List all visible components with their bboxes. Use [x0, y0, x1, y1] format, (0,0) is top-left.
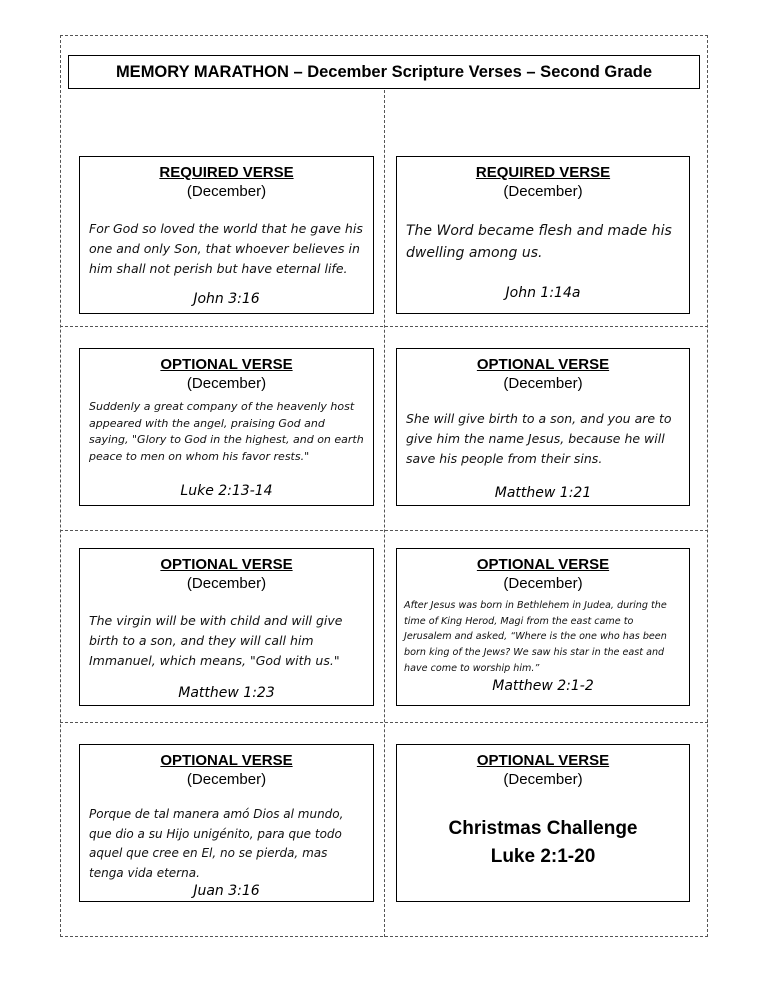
card-verse: Porque de tal manera amó Dios al mundo, que dio a su Hijo unigénito, para que todo aquel que cree en El, no se pierda, mas tenga vida eterna.: [89, 807, 344, 880]
verse-card-john-1-14a: [396, 156, 690, 314]
card-heading: OPTIONAL VERSE: [476, 752, 610, 769]
card-verse: After Jesus was born in Bethlehem in Judea, during the time of King Herod, Magi from the east came to Jerusalem and asked, “Where is the one who has been born king of the Jews? We saw his star in the east and have come to worship him.”: [404, 600, 667, 674]
card-month: (December): [503, 183, 583, 200]
cut-line-horizontal-3: [60, 722, 708, 723]
verse-card-matthew-1-21: [396, 348, 690, 506]
card-month: (December): [186, 575, 267, 592]
challenge-card: [396, 744, 690, 902]
card-month: (December): [503, 771, 583, 788]
challenge-reference: Luke 2:1-20: [490, 846, 596, 867]
card-reference: Juan 3:16: [193, 883, 260, 899]
cut-line-horizontal-1: [60, 326, 708, 327]
verse-card-matthew-2-1-2: [396, 548, 690, 706]
card-heading: REQUIRED VERSE: [475, 164, 611, 181]
verse-card-juan-3-16: [79, 744, 374, 902]
card-reference: Matthew 1:21: [494, 485, 592, 501]
card-month: (December): [186, 375, 267, 392]
card-verse: For God so loved the world that he gave his one and only Son, that whoever believes in him shall not perish but have eternal life.: [89, 221, 363, 276]
page-title: MEMORY MARATHON – December Scripture Verses – Second Grade: [68, 55, 700, 89]
card-month: (December): [503, 375, 583, 392]
card-heading: OPTIONAL VERSE: [476, 356, 610, 373]
card-heading: REQUIRED VERSE: [159, 164, 294, 181]
card-reference: John 1:14a: [505, 285, 581, 301]
card-heading: OPTIONAL VERSE: [160, 356, 293, 373]
cut-line-horizontal-2: [60, 530, 708, 531]
card-heading: OPTIONAL VERSE: [160, 752, 293, 769]
card-month: (December): [186, 771, 267, 788]
card-month: (December): [186, 183, 267, 200]
card-reference: Matthew 1:23: [178, 685, 275, 701]
card-month: (December): [503, 575, 583, 592]
card-reference: Matthew 2:1-2: [492, 678, 594, 694]
card-verse: The virgin will be with child and will give birth to a son, and they will call him Immanuel, which means, "God with us.": [89, 613, 343, 668]
verse-card-matthew-1-23: [79, 548, 374, 706]
card-verse: Suddenly a great company of the heavenly host appeared with the angel, praising God and saying, "Glory to God in the highest, and on earth peace to men on whom his favor rests.": [89, 400, 364, 463]
verse-card-john-3-16: [79, 156, 374, 314]
challenge-title: Christmas Challenge: [448, 818, 638, 839]
card-verse: The Word became flesh and made his dwelling among us.: [406, 223, 672, 261]
cut-line-vertical: [384, 90, 385, 937]
card-reference: John 3:16: [193, 291, 260, 307]
verse-card-luke-2-13-14: [79, 348, 374, 506]
card-verse: She will give birth to a son, and you are to give him the name Jesus, because he will save his people from their sins.: [406, 411, 672, 466]
card-heading: OPTIONAL VERSE: [160, 556, 293, 573]
card-reference: Luke 2:13-14: [180, 483, 273, 499]
card-heading: OPTIONAL VERSE: [476, 556, 610, 573]
